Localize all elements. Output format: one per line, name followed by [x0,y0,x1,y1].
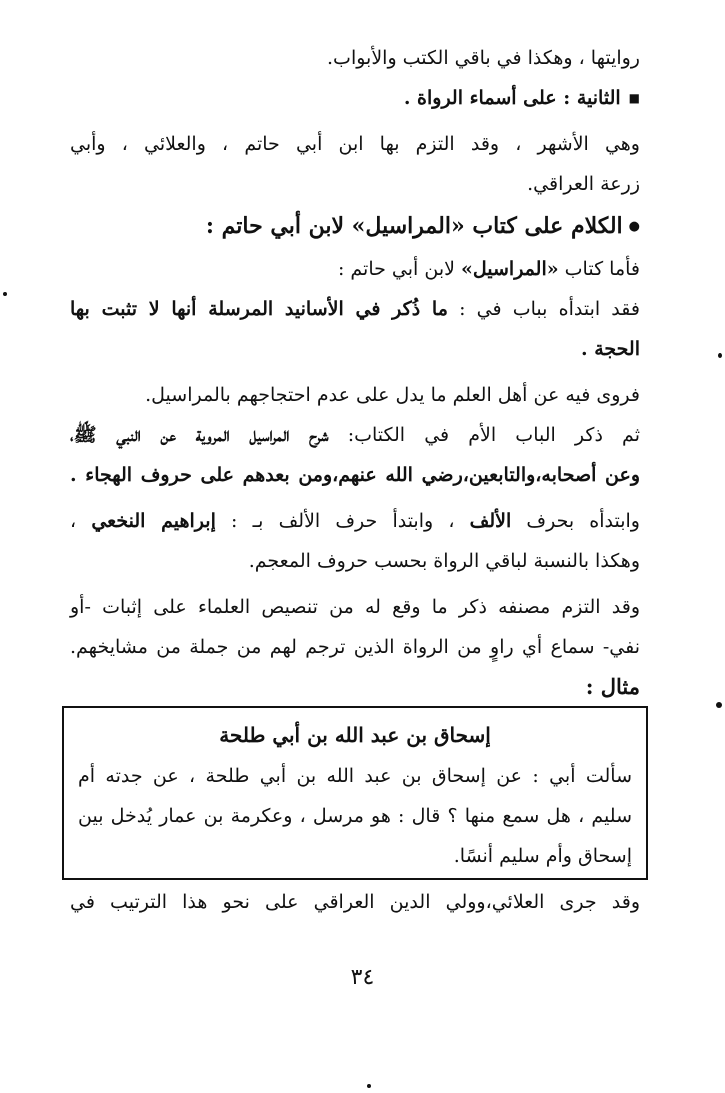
text-line: زرعة العراقي. [527,173,640,195]
text-span: ، وابتدأ حرف الألف بـ : [231,510,455,532]
example-box [62,706,648,880]
text-line: فروى فيه عن أهل العلم ما يدل على عدم احتجاجهم بالمراسيل. [145,384,640,406]
text-line: الحجة . [580,338,640,360]
continuation-text [70,882,640,922]
subheading-second-method [70,78,640,118]
example-label: مثال : [585,674,640,699]
text-line: وعن أصحابه،والتابعين،رضي الله عنهم،ومن بعدهم على حروف الهجاء . [70,464,640,486]
text-line: وهي الأشهر ، وقد التزم بها ابن أبي حاتم ، والعلائي ، وأبي [70,133,640,155]
text-span: وابتدأه بحرف [526,510,640,532]
text-line: وقد التزم مصنفه ذكر ما وقع له من تنصيص العلماء على إثبات -أو [70,596,640,618]
example-box-title: إسحاق بن عبد الله بن أبي طلحة [219,723,491,747]
chapter-title: ما ذُكر في الأسانيد المرسلة أنها لا تثبت بها [70,298,448,320]
text-span: ، [70,510,77,532]
narrator-name: إبراهيم النخعي [91,510,216,532]
text-line [70,415,640,455]
section-heading [70,204,640,249]
text-span: لابن أبي حاتم : [337,258,455,280]
text-span: فأما كتاب [564,258,640,280]
text-span: فقد ابتدأه بباب في : [459,298,640,320]
page-body [70,38,640,707]
text-line [70,289,640,329]
subheading-text: الثانية : على أسماء الرواة . [403,87,621,109]
text-line [70,249,640,289]
text-line: وهكذا بالنسبة لباقي الرواة بحسب حروف المعجم. [248,550,640,572]
text-line [70,501,640,541]
scan-speck [367,1084,371,1088]
text-span: ثم ذكر الباب الأم في الكتاب: [347,424,640,446]
example-box-line: سألت أبي : عن إسحاق بن عبد الله بن أبي طلحة ، عن جدته أم [78,765,632,787]
text-line: وقد جرى العلائي،وولي الدين العراقي على نحو هذا الترتيب في [70,891,640,913]
text-line: روايتها ، وهكذا في باقي الكتب والأبواب. [327,47,640,69]
text-line: نفي- سماع أي راوٍ من الرواة الذين ترجم لهم من جملة من مشايخهم. [70,636,640,658]
section-heading-text: الكلام على كتاب «المراسيل» لابن أبي حاتم : [205,213,623,239]
scan-speck [3,292,7,296]
example-box-line: سليم ، هل سمع منها ؟ قال : هو مرسل ، وعكرمة بن عمار يُدخل بين [78,805,632,827]
chapter-title: شرح المراسيل المروية عن النبي ﷺ، [70,424,329,446]
scan-speck [716,702,722,708]
scan-speck [718,353,722,358]
example-box-line: إسحاق وأم سليم أنسًا. [453,845,632,867]
page-number: ٣٤ [350,965,375,990]
letter-name: الألف [469,510,512,532]
book-title: «المراسيل» [461,258,559,280]
